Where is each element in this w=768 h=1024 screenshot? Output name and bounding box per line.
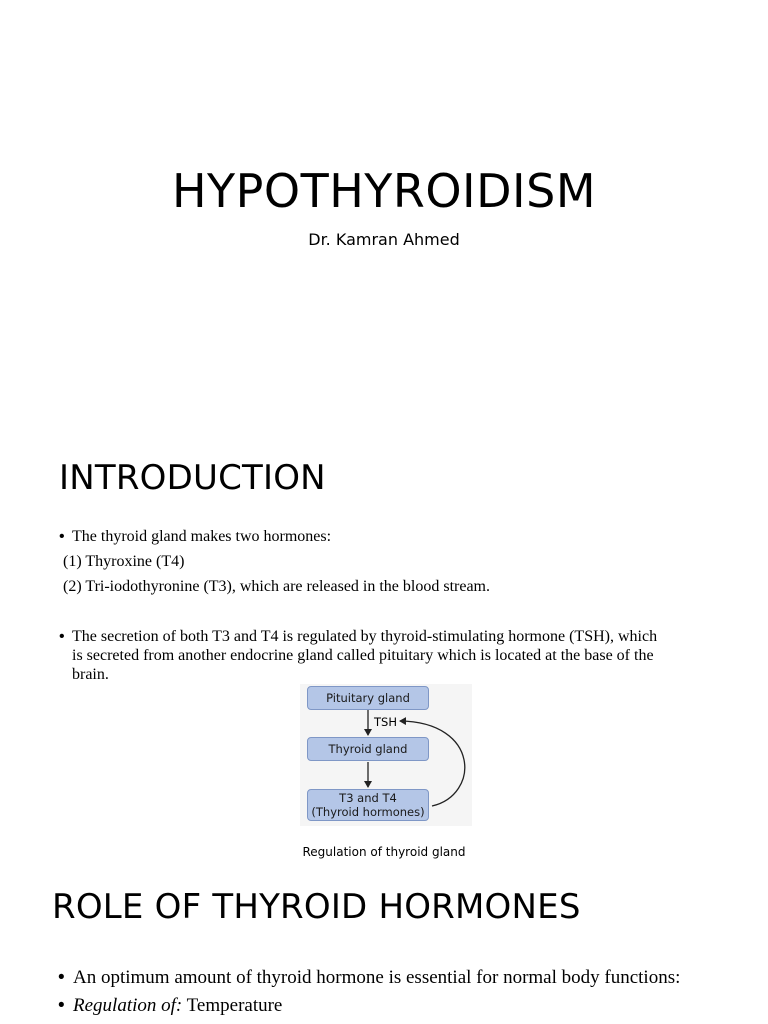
author-subtitle: Dr. Kamran Ahmed xyxy=(308,230,460,249)
bullet-icon: • xyxy=(58,967,65,988)
tsh-label: TSH xyxy=(374,715,397,729)
pituitary-gland-box: Pituitary gland xyxy=(307,686,429,710)
bullet-icon: • xyxy=(59,628,65,645)
bullet-icon: • xyxy=(58,995,65,1016)
intro-bullet-1-text: The thyroid gland makes two hormones: xyxy=(72,528,332,545)
hormones-box-line-1: T3 and T4 xyxy=(339,791,397,805)
introduction-heading: INTRODUCTION xyxy=(59,458,326,498)
role-bullet-1-text: An optimum amount of thyroid hormone is essential for normal body functions: xyxy=(73,967,681,988)
intro-bullet-2-line-2: is secreted from another endocrine gland called pituitary which is located at the base of the xyxy=(72,647,654,664)
thyroid-hormones-box xyxy=(307,789,429,821)
intro-bullet-2-line-3: brain. xyxy=(72,666,109,683)
intro-item-2: (2) Tri-iodothyronine (T3), which are released in the blood stream. xyxy=(63,578,490,595)
hormones-box-line-2: (Thyroid hormones) xyxy=(311,805,425,819)
intro-item-1: (1) Thyroxine (T4) xyxy=(63,553,185,570)
role-bullet-2-italic: Regulation of: xyxy=(73,995,183,1016)
thyroid-gland-box: Thyroid gland xyxy=(307,737,429,761)
intro-bullet-2-line-1: The secretion of both T3 and T4 is regulated by thyroid-stimulating hormone (TSH), which xyxy=(72,628,658,645)
role-bullet-2 xyxy=(58,995,283,1017)
page-title: HYPOTHYROIDISM xyxy=(171,164,597,218)
bullet-icon: • xyxy=(59,528,65,545)
diagram-caption: Regulation of thyroid gland xyxy=(302,845,466,859)
role-bullet-1 xyxy=(58,967,681,989)
role-bullet-2-text: Temperature xyxy=(182,995,283,1016)
role-heading: ROLE OF THYROID HORMONES xyxy=(52,887,581,927)
